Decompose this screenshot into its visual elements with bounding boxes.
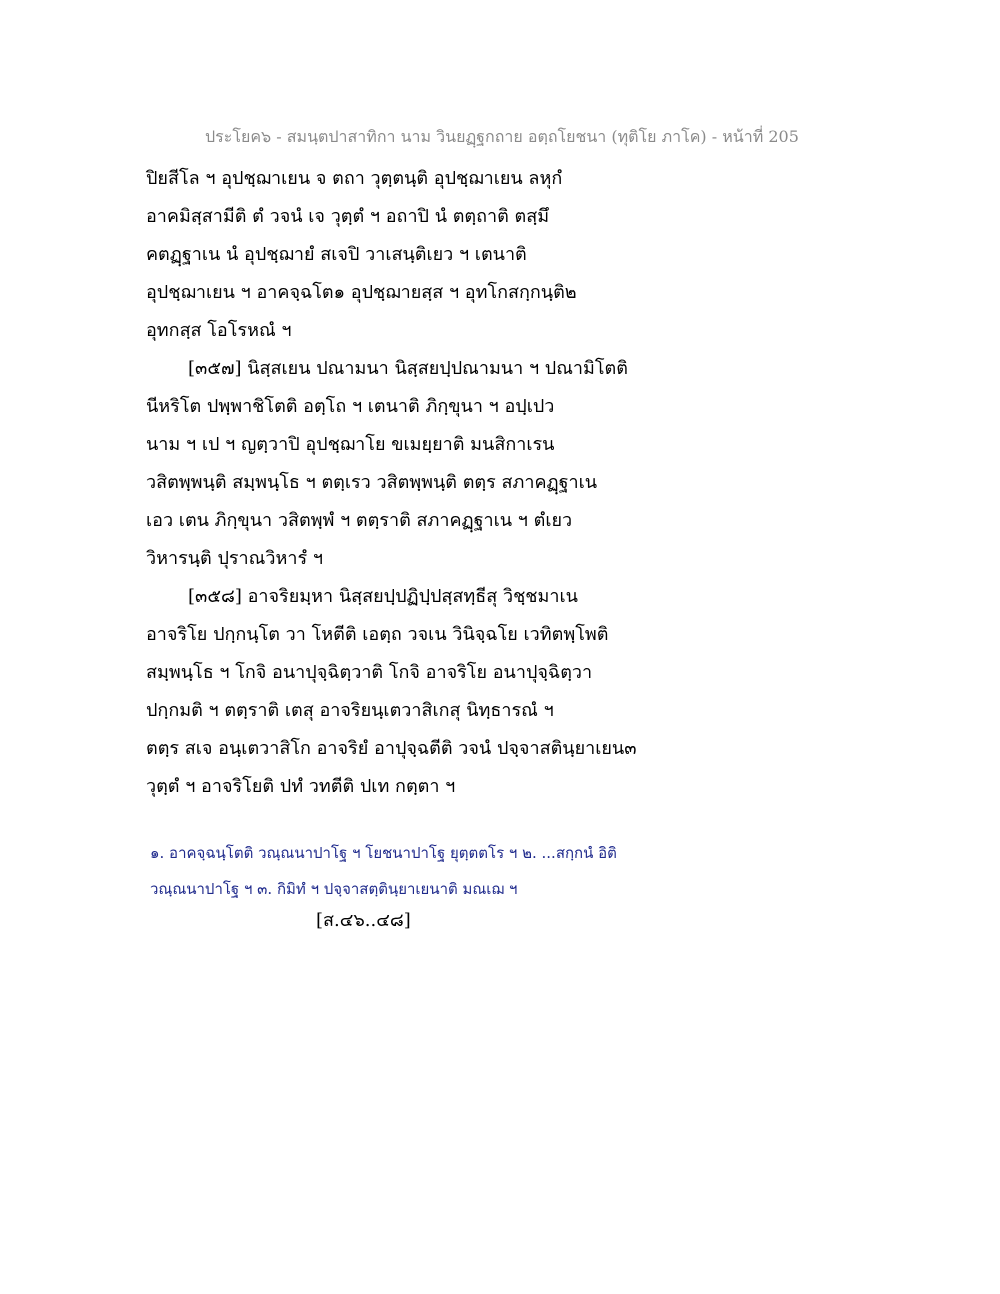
body-line: นาม ฯ เป ฯ ญตฺวาปิ อุปชฺฌาโย ขเมยฺยาติ มนสิกาเรน [146, 434, 555, 455]
body-line: ปิยสีโล ฯ อุปชฺฌาเยน จ ตถา วุตฺตนฺติ อุปชฺฌาเยน ลหุกํ [146, 168, 563, 189]
footnotes [146, 835, 966, 907]
body-line: วสิตพฺพนฺติ สมฺพนฺโธ ฯ ตตฺเรว วสิตพฺพนฺติ ตตฺร สภาคฏฺฐาเน [146, 472, 598, 493]
body-line-paragraph-start: [๓๕๗] นิสฺสเยน ปณามนา นิสฺสยปฺปณามนา ฯ ปณามิโตติ [188, 358, 628, 379]
body-line: อาจริโย ปกฺกนฺโต วา โหตีติ เอตฺถ วจเน วินิจฺฉโย เวทิตพฺโพติ [146, 624, 609, 645]
body-line-paragraph-start: [๓๕๘] อาจริยมฺหา นิสฺสยปฺปฏิปฺปสฺสทฺธีสุ วิชฺชมาเน [188, 586, 578, 607]
body-line: ตตฺร สเจ อนฺเตวาสิโก อาจริยํ อาปุจฺฉตีติ วจนํ ปจฺจาสตินฺยาเยน๓ [146, 738, 637, 759]
body-line: อุปชฺฌาเยน ฯ อาคจฺฉโต๑ อุปชฺฌายสฺส ฯ อุทโกสกฺกนฺติ๒ [146, 282, 577, 303]
body-line: เอว เตน ภิกฺขุนา วสิตพฺพํ ฯ ตตฺราติ สภาคฏฺฐาเน ฯ ตํเยว [146, 510, 573, 531]
body-line: วุตฺตํ ฯ อาจริโยติ ปทํ วทตีติ ปเท กตฺตา ฯ [146, 776, 456, 797]
body-line: สมฺพนฺโธ ฯ โกจิ อนาปุจฺฉิตฺวาติ โกจิ อาจริโย อนาปุจฺฉิตฺวา [146, 662, 593, 683]
body-line: นีหริโต ปพฺพาชิโตติ อตฺโถ ฯ เตนาติ ภิกฺขุนา ฯ อปฺเปว [146, 396, 555, 417]
page-reference: [ส.๔๖..๔๘] [316, 910, 411, 931]
footnote-line: วณฺณนาปาโฐ ฯ ๓. กิมิทํ ฯ ปจฺจาสตฺตินฺยาเยนาติ มณเฌ ฯ [150, 880, 518, 898]
page-header: ประโยค๖ - สมนฺตปาสาทิกา นาม วินยฏฺฐกถาย อตฺถโยชนา (ทุติโย ภาโค) - หน้าที่ 205 [205, 127, 799, 146]
body-line: คตฏฺฐาเน นํ อุปชฺฌายํ สเจปิ วาเสนฺติเยว ฯ เตนาติ [146, 244, 527, 265]
body-line: อาคมิสฺสามีติ ตํ วจนํ เจ วุตฺตํ ฯ อถาปิ นํ ตตฺถาติ ตสฺมึ [146, 206, 550, 227]
body-line: ปกฺกมติ ฯ ตตฺราติ เตสุ อาจริยนฺเตวาสิเกสุ นิทฺธารณํ ฯ [146, 700, 554, 721]
body-line: อุทกสฺส โอโรหณํ ฯ [146, 320, 292, 341]
body-line: วิหารนฺติ ปุราณวิหารํ ฯ [146, 548, 323, 569]
body-text [146, 160, 966, 806]
footnote-line: ๑. อาคจฺฉนฺโตติ วณฺณนาปาโฐ ฯ โยชนาปาโฐ ยุตฺตตโร ฯ ๒. ...สกฺกนํ อิติ [150, 844, 617, 862]
